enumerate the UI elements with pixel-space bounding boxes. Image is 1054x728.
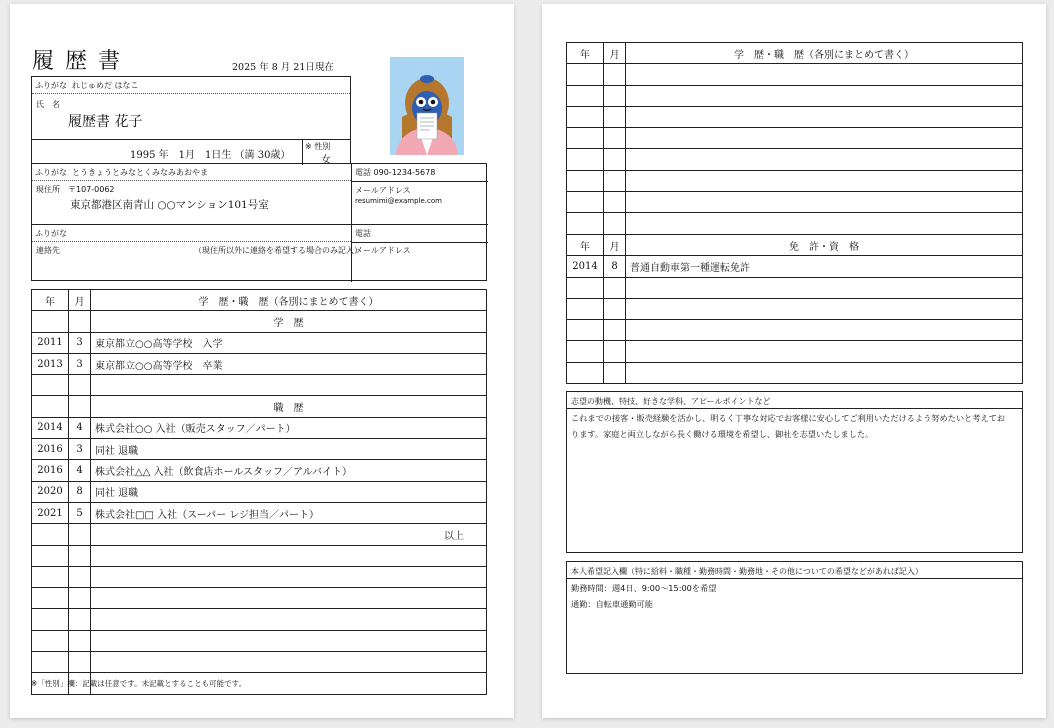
entry-cell: 以上	[91, 524, 487, 545]
history-header: 学 歴・職 歴（各別にまとめて書く）	[91, 290, 487, 311]
month-cell: 5	[69, 502, 91, 523]
entry-cell	[91, 545, 487, 566]
year-cell	[32, 545, 69, 566]
year-cell: 2016	[32, 460, 69, 481]
year-cell	[567, 213, 604, 234]
entry-cell	[626, 277, 1023, 298]
year-cell	[32, 524, 69, 545]
history-row	[32, 396, 487, 417]
year-cell	[567, 149, 604, 170]
entry-cell: 同社 退職	[91, 481, 487, 502]
entry-cell: 株式会社□□ 入社（スーパー レジ担当／パート）	[91, 502, 487, 523]
history-row	[567, 170, 1023, 191]
entry-cell: 学 歴	[91, 311, 487, 332]
addr-furigana-label: ふりがな	[35, 168, 67, 177]
wishes-box	[566, 561, 1023, 674]
resume-title: 履 歴 書	[32, 49, 122, 74]
year-cell	[567, 106, 604, 127]
entry-cell: 株式会社△△ 入社（飲食店ホールスタッフ／アルバイト）	[91, 460, 487, 481]
entry-cell	[626, 64, 1023, 85]
history-header: 学 歴・職 歴（各別にまとめて書く）	[626, 43, 1023, 64]
history-row	[32, 332, 487, 353]
year-cell: 2016	[32, 439, 69, 460]
entry-cell	[626, 128, 1023, 149]
year-cell: 2014	[32, 417, 69, 438]
month-cell	[604, 170, 626, 191]
month-header: 月	[69, 290, 91, 311]
year-cell: 2021	[32, 502, 69, 523]
year-cell	[567, 320, 604, 341]
license-row	[567, 362, 1023, 383]
history-row	[32, 652, 487, 673]
entry-cell: 同社 退職	[91, 439, 487, 460]
year-cell	[567, 128, 604, 149]
month-cell	[604, 192, 626, 213]
wishes-line-2: 通勤：自転車通勤可能	[571, 599, 653, 609]
history-row	[32, 588, 487, 609]
year-cell	[567, 298, 604, 319]
wishes-label: 本人希望記入欄（特に給料・職種・勤務時間・勤務地・その他についての希望などがあれば記入）	[571, 567, 923, 576]
entry-cell	[626, 170, 1023, 191]
contact-tel-label: 電話	[355, 229, 371, 238]
photo	[390, 57, 464, 155]
year-cell: 2020	[32, 481, 69, 502]
contact-furigana-label: ふりがな	[35, 229, 67, 238]
footnote: ※「性別」欄：記載は任意です。未記載とすることも可能です。	[31, 679, 247, 688]
history-row	[32, 417, 487, 438]
history-row	[32, 460, 487, 481]
month-cell	[69, 375, 91, 396]
motivation-line-1: これまでの接客・販売経験を活かし、明るく丁寧な対応でお客様に安心してご利用いただけるよう努めたいと考えてお	[571, 413, 1005, 423]
history-row	[32, 353, 487, 374]
month-cell	[69, 524, 91, 545]
year-cell: 2014	[567, 256, 604, 277]
license-row	[567, 298, 1023, 319]
year-cell	[567, 362, 604, 383]
birth-line: 1995 年 1月 1日生 （満 30歳）	[130, 150, 291, 161]
email-label: メールアドレス	[355, 186, 411, 195]
year-cell	[32, 375, 69, 396]
resume-page-left	[10, 4, 514, 718]
tel-label: 電話 090-1234-5678	[355, 168, 436, 177]
applicant-name: 履歴書 花子	[68, 114, 143, 130]
entry-cell	[626, 149, 1023, 170]
name-label: 氏 名	[36, 100, 60, 109]
motivation-label: 志望の動機、特技、好きな学科、アピールポイントなど	[571, 397, 771, 406]
month-cell	[604, 213, 626, 234]
month-cell	[604, 64, 626, 85]
year-cell: 2011	[32, 332, 69, 353]
history-row	[567, 128, 1023, 149]
history-row	[32, 609, 487, 630]
motivation-box	[566, 391, 1023, 553]
month-cell: 3	[69, 353, 91, 374]
month-cell	[69, 311, 91, 332]
year-header: 年	[32, 290, 69, 311]
month-cell	[69, 566, 91, 587]
avatar-illustration	[390, 57, 464, 155]
history-row	[567, 64, 1023, 85]
month-cell	[604, 277, 626, 298]
name-block	[31, 76, 351, 164]
month-cell: 3	[69, 332, 91, 353]
history-row	[32, 545, 487, 566]
history-row	[567, 106, 1023, 127]
history-header-row	[32, 290, 487, 311]
entry-cell	[626, 341, 1023, 362]
entry-cell: 職 歴	[91, 396, 487, 417]
entry-cell	[91, 652, 487, 673]
contact-email-label: メールアドレス	[355, 246, 411, 255]
month-cell	[604, 320, 626, 341]
wishes-line-1: 勤務時間：週4日、9:00～15:00を希望	[571, 583, 717, 593]
month-cell	[604, 362, 626, 383]
history-row	[32, 566, 487, 587]
history-row	[32, 375, 487, 396]
address-block	[31, 163, 487, 281]
month-cell: 8	[69, 481, 91, 502]
year-cell	[567, 192, 604, 213]
year-cell	[567, 85, 604, 106]
address-label: 現住所	[36, 185, 60, 194]
year-header: 年	[567, 235, 604, 256]
addr-furigana: とうきょうとみなとくみなみあおやま	[72, 168, 208, 177]
month-cell: 4	[69, 417, 91, 438]
address: 東京都港区南青山 ○○マンション101号室	[70, 199, 269, 211]
month-cell	[604, 128, 626, 149]
resume-page-right	[542, 4, 1046, 718]
entry-cell	[626, 362, 1023, 383]
license-header-row	[567, 235, 1023, 256]
month-cell	[69, 396, 91, 417]
entry-cell	[91, 566, 487, 587]
entry-cell	[626, 320, 1023, 341]
history-row	[567, 213, 1023, 234]
month-cell: 3	[69, 439, 91, 460]
entry-cell	[626, 213, 1023, 234]
license-row	[567, 256, 1023, 277]
month-cell	[604, 341, 626, 362]
year-cell	[567, 170, 604, 191]
month-cell: 8	[604, 256, 626, 277]
year-header: 年	[567, 43, 604, 64]
history-row	[567, 85, 1023, 106]
history-table-continued	[566, 42, 1023, 235]
contact-label: 連絡先	[36, 246, 60, 255]
history2-header-row	[567, 43, 1023, 64]
year-cell	[32, 630, 69, 651]
entry-cell	[626, 85, 1023, 106]
history-row	[567, 149, 1023, 170]
license-table	[566, 234, 1023, 384]
entry-cell: 東京都立○○高等学校 卒業	[91, 353, 487, 374]
email: resumimi@example.com	[355, 197, 442, 205]
furigana-label: ふりがな	[35, 81, 67, 90]
month-header: 月	[604, 235, 626, 256]
gender-value: 女	[321, 155, 331, 166]
month-cell	[69, 545, 91, 566]
gender-label: ※ 性別	[305, 142, 331, 151]
entry-cell: 東京都立○○高等学校 入学	[91, 332, 487, 353]
license-header: 免 許・資 格	[626, 235, 1023, 256]
entry-cell: 普通自動車第一種運転免許	[626, 256, 1023, 277]
year-cell	[32, 396, 69, 417]
history-row	[32, 481, 487, 502]
license-row	[567, 277, 1023, 298]
entry-cell	[626, 298, 1023, 319]
entry-cell	[91, 609, 487, 630]
entry-cell	[626, 106, 1023, 127]
month-cell	[604, 149, 626, 170]
month-cell	[69, 630, 91, 651]
history-row	[567, 192, 1023, 213]
name-furigana: れじゅめだ はなこ	[72, 81, 139, 90]
entry-cell	[626, 192, 1023, 213]
entry-cell	[91, 630, 487, 651]
entry-cell: 株式会社○○ 入社（販売スタッフ／パート）	[91, 417, 487, 438]
year-cell	[567, 341, 604, 362]
month-cell	[69, 652, 91, 673]
history-row	[32, 630, 487, 651]
license-row	[567, 320, 1023, 341]
month-cell	[604, 106, 626, 127]
year-cell	[32, 588, 69, 609]
history-row	[32, 311, 487, 332]
month-cell	[69, 588, 91, 609]
history-row	[32, 439, 487, 460]
motivation-line-2: ります。家庭と両立しながら長く働ける環境を希望し、御社を志望いたしました。	[571, 429, 874, 439]
entry-cell	[91, 588, 487, 609]
year-cell	[32, 311, 69, 332]
month-cell	[604, 298, 626, 319]
year-cell: 2013	[32, 353, 69, 374]
year-cell	[567, 64, 604, 85]
year-cell	[32, 566, 69, 587]
license-row	[567, 341, 1023, 362]
month-cell: 4	[69, 460, 91, 481]
date-line: 2025 年 8 月 21日現在	[232, 62, 334, 73]
contact-note: （現住所以外に連絡を希望する場合のみ記入）	[194, 246, 362, 255]
year-cell	[567, 277, 604, 298]
history-table	[31, 289, 487, 695]
year-cell	[32, 652, 69, 673]
entry-cell	[91, 375, 487, 396]
month-header: 月	[604, 43, 626, 64]
month-cell	[604, 85, 626, 106]
history-row	[32, 524, 487, 545]
postal-code: 〒107-0062	[68, 185, 115, 194]
history-row	[32, 502, 487, 523]
year-cell	[32, 609, 69, 630]
month-cell	[69, 609, 91, 630]
